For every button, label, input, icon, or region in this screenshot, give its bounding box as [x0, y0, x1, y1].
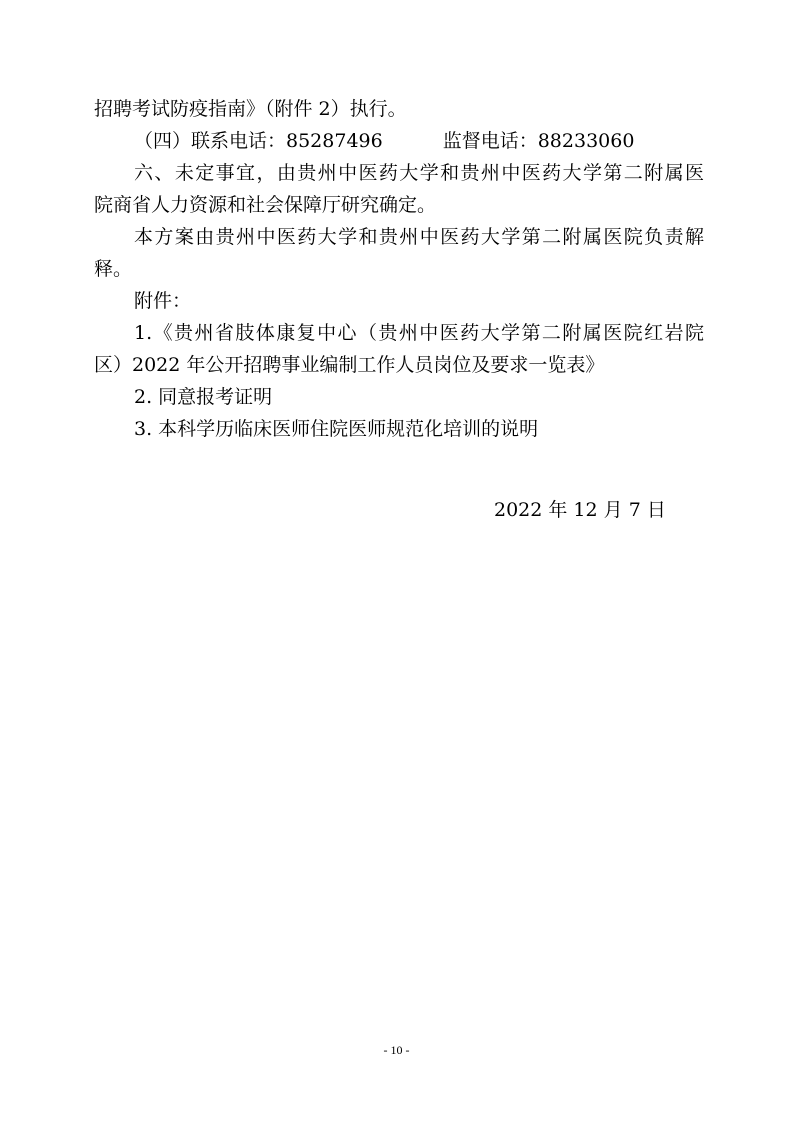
attachment-3: 3. 本科学历临床医师住院医师规范化培训的说明	[134, 418, 539, 440]
paragraph-line-4: 院商省人力资源和社会保障厅研究确定。	[94, 194, 437, 216]
paragraph-line-1: 招聘考试防疫指南》（附件 2）执行。	[94, 98, 407, 120]
attachment-1-line-1: 1.《贵州省肢体康复中心（贵州中医药大学第二附属医院红岩院	[134, 322, 704, 344]
attachment-2: 2. 同意报考证明	[134, 386, 273, 408]
supervise-phone: 监督电话：88233060	[442, 130, 635, 152]
contact-line	[134, 129, 704, 153]
page-number: - 10 -	[383, 1043, 410, 1057]
contact-phone: （四）联系电话：85287496	[134, 130, 383, 152]
paragraph-line-6: 释。	[94, 258, 133, 280]
paragraph-line-5: 本方案由贵州中医药大学和贵州中医药大学第二附属医院负责解	[134, 226, 704, 248]
paragraph-line-3: 六、未定事宜，由贵州中医药大学和贵州中医药大学第二附属医	[134, 162, 704, 184]
attachment-1-line-2: 区）2022 年公开招聘事业编制工作人员岗位及要求一览表》	[94, 354, 605, 376]
document-date: 2022 年 12 月 7 日	[494, 499, 666, 521]
attachments-heading: 附件：	[134, 290, 192, 312]
